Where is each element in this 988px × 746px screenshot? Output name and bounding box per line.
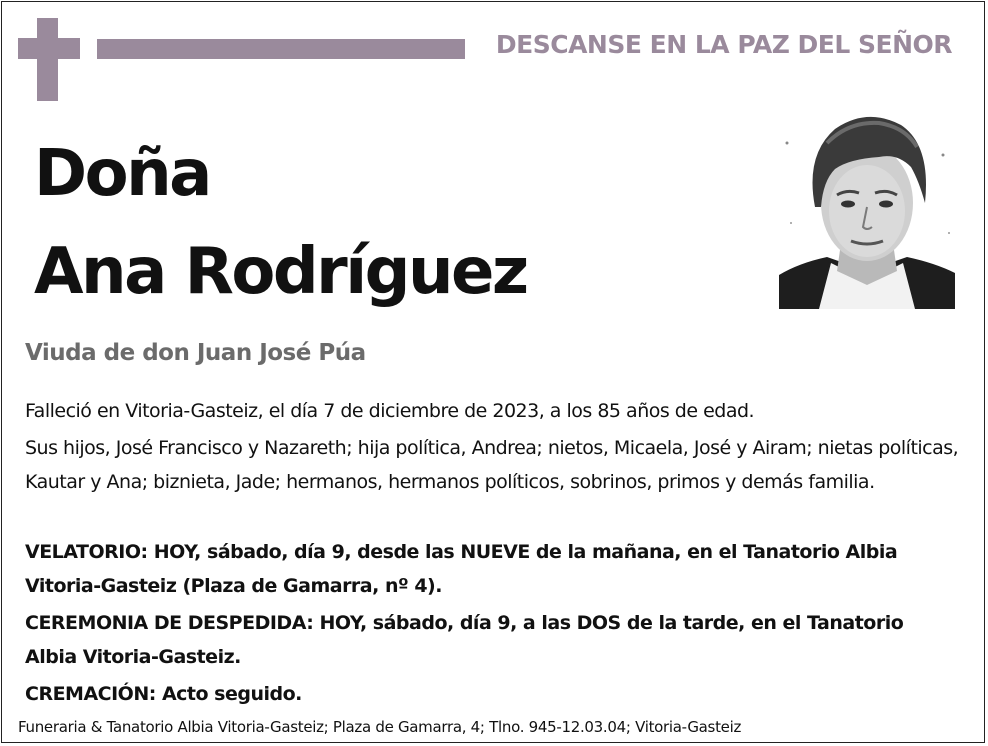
family-paragraph: Sus hijos, José Francisco y Nazareth; hija política, Andrea; nietos, Micaela, José y Airam; nietas políticas, Kautar y Ana; biznieta, Jade; hermanos, hermanos políticos, sobrinos, primos y demás familia. xyxy=(25,437,959,493)
portrait-photo xyxy=(779,103,955,309)
header-divider-bar xyxy=(97,39,465,59)
funeral-home-footer: Funeraria & Tanatorio Albia Vitoria-Gasteiz; Plaza de Gamarra, 4; Tlno. 945-12.03.04; Vitoria-Gasteiz xyxy=(18,718,742,736)
widow-subtitle: Viuda de don Juan José Púa xyxy=(25,340,366,366)
deceased-name: Ana Rodríguez xyxy=(34,235,527,309)
cremation-paragraph: CREMACIÓN: Acto seguido. xyxy=(25,683,302,705)
cross-vertical-bar xyxy=(37,18,58,101)
wake-paragraph: VELATORIO: HOY, sábado, día 9, desde las NUEVE de la mañana, en el Tanatorio Albia Vitoria-Gasteiz (Plaza de Gamarra, nº 4). xyxy=(25,541,898,597)
deceased-title: Doña xyxy=(34,137,210,211)
ceremony-paragraph: CEREMONIA DE DESPEDIDA: HOY, sábado, día 9, a las DOS de la tarde, en el Tanatorio Albia Vitoria-Gasteiz. xyxy=(25,612,904,668)
death-notice-paragraph: Falleció en Vitoria-Gasteiz, el día 7 de diciembre de 2023, a los 85 años de edad. xyxy=(25,400,755,422)
header-text: DESCANSE EN LA PAZ DEL SEÑOR xyxy=(495,30,952,59)
cross-horizontal-bar xyxy=(18,38,80,59)
